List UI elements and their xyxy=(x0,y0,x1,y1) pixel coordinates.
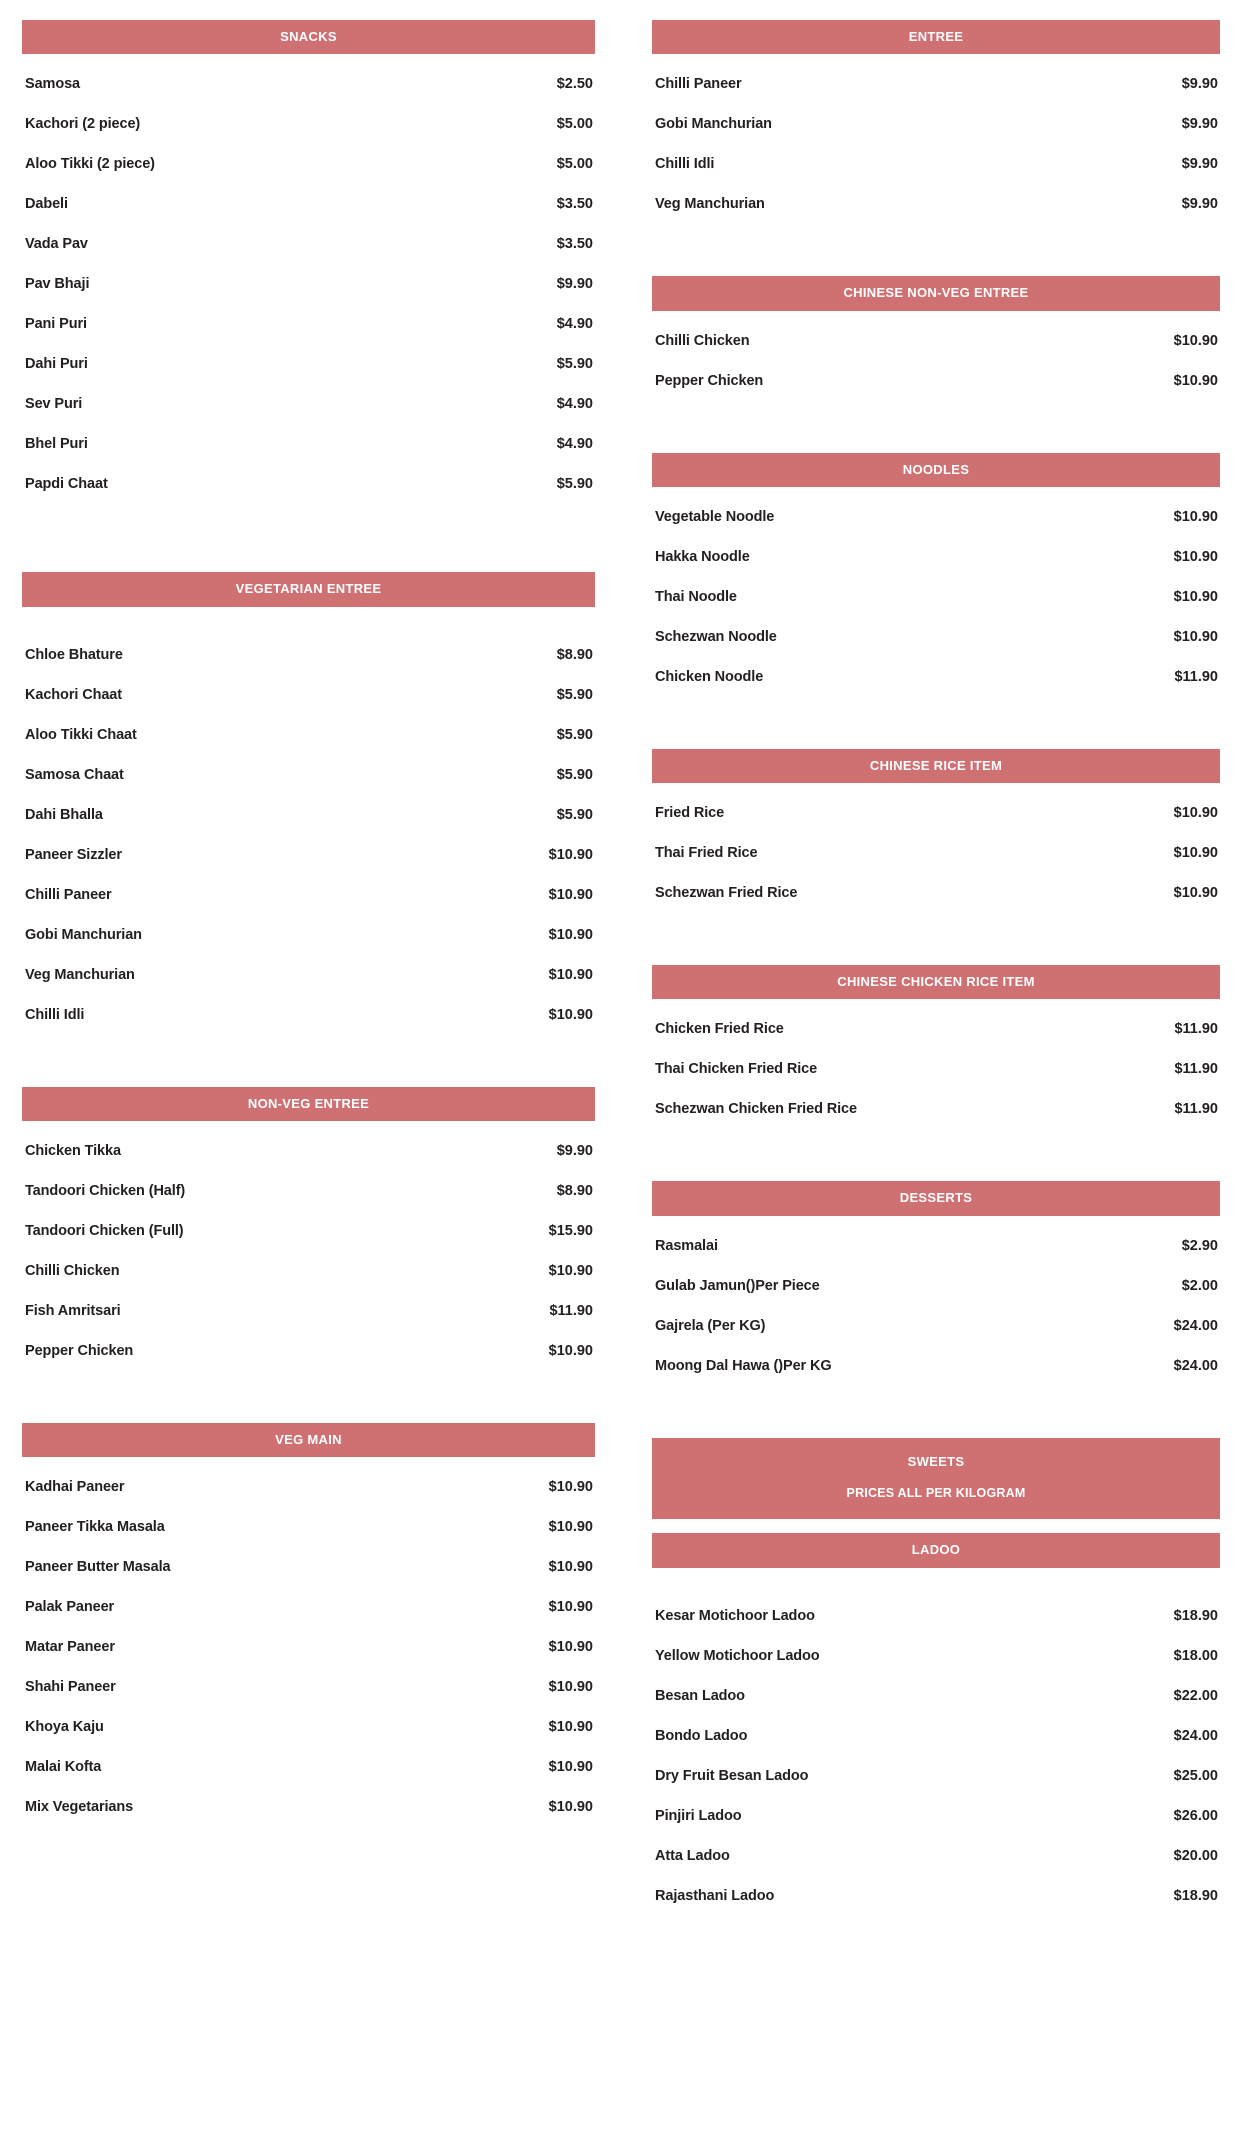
menu-section-snacks xyxy=(22,20,595,522)
menu-section-chinese-rice-item xyxy=(652,749,1220,931)
item-list-snacks xyxy=(22,54,595,522)
menu-item-row xyxy=(22,1143,595,1159)
menu-item-name: Fish Amritsari xyxy=(25,1302,121,1319)
section-header-veg-main xyxy=(22,1423,595,1457)
item-list-noodles xyxy=(652,487,1220,715)
menu-item-name: Samosa xyxy=(25,76,81,93)
menu-item-name: Schezwan Noodle xyxy=(655,628,777,645)
menu-item-row xyxy=(22,1183,595,1199)
menu-item-name: Mix Vegetarians xyxy=(25,1799,134,1815)
menu-item-name: Thai Noodle xyxy=(655,588,737,605)
menu-item-price: $9.90 xyxy=(1181,76,1218,93)
menu-item-name: Rajasthani Ladoo xyxy=(655,1887,775,1904)
section-header-desserts xyxy=(652,1181,1220,1215)
menu-column-left xyxy=(0,20,625,1845)
menu-item-price: $10.90 xyxy=(548,1639,593,1655)
section-header-non-veg-entree xyxy=(22,1087,595,1121)
section-spacer xyxy=(652,931,1220,965)
menu-item-row xyxy=(652,1768,1220,1784)
section-title: DESSERTS xyxy=(899,1190,973,1206)
section-spacer xyxy=(22,1389,595,1423)
menu-item-row xyxy=(22,1679,595,1695)
menu-item-name: Bondo Ladoo xyxy=(655,1727,748,1744)
menu-item-price: $9.90 xyxy=(1181,116,1218,133)
menu-item-row xyxy=(22,1007,595,1023)
menu-item-row xyxy=(22,1799,595,1815)
menu-item-price: $10.90 xyxy=(1173,845,1218,861)
menu-item-price: $10.90 xyxy=(548,846,593,863)
menu-item-name: Kachori Chaat xyxy=(25,686,122,703)
item-list-non-veg-entree xyxy=(22,1121,595,1389)
menu-item-name: Kachori (2 piece) xyxy=(25,116,141,133)
menu-item-name: Sev Puri xyxy=(25,396,83,413)
menu-item-name: Fried Rice xyxy=(655,805,725,821)
menu-item-row xyxy=(652,1728,1220,1744)
menu-item-row xyxy=(652,885,1220,901)
menu-item-row xyxy=(22,316,595,332)
menu-item-price: $11.90 xyxy=(1174,668,1218,685)
menu-item-price: $11.90 xyxy=(1174,1021,1218,1038)
menu-item-row xyxy=(22,1559,595,1575)
menu-item-name: Dabeli xyxy=(25,196,68,213)
menu-item-price: $5.90 xyxy=(556,476,593,493)
menu-item-name: Chilli Idli xyxy=(655,156,715,173)
menu-item-row xyxy=(652,1688,1220,1704)
menu-item-row xyxy=(22,156,595,172)
menu-item-name: Pinjiri Ladoo xyxy=(655,1807,742,1824)
menu-item-price: $18.90 xyxy=(1173,1887,1218,1904)
menu-item-name: Hakka Noodle xyxy=(655,548,750,565)
menu-item-price: $5.90 xyxy=(556,726,593,743)
menu-item-name: Kesar Motichoor Ladoo xyxy=(655,1607,815,1624)
menu-item-row xyxy=(652,669,1220,685)
menu-section-sweets xyxy=(652,1438,1220,1520)
menu-item-name: Gobi Manchurian xyxy=(25,926,142,943)
menu-section-vegetarian-entree xyxy=(22,572,595,1052)
menu-item-row xyxy=(22,476,595,492)
menu-item-row xyxy=(22,967,595,983)
menu-item-row xyxy=(652,1808,1220,1824)
menu-item-price: $4.90 xyxy=(556,436,593,453)
menu-item-price: $8.90 xyxy=(556,1182,593,1199)
menu-section-noodles xyxy=(652,453,1220,715)
menu-item-name: Dahi Bhalla xyxy=(25,806,103,823)
menu-item-row xyxy=(652,1101,1220,1117)
section-spacer xyxy=(652,419,1220,453)
menu-item-name: Yellow Motichoor Ladoo xyxy=(655,1647,820,1664)
section-header-chinese-chicken-rice-item xyxy=(652,965,1220,999)
section-title: LADOO xyxy=(911,1542,961,1558)
menu-item-price: $24.00 xyxy=(1173,1727,1218,1744)
menu-section-ladoo xyxy=(652,1533,1220,1933)
menu-item-price: $3.50 xyxy=(556,196,593,213)
menu-item-price: $2.00 xyxy=(1181,1277,1218,1294)
menu-section-entree xyxy=(652,20,1220,242)
menu-item-name: Chicken Fried Rice xyxy=(655,1021,784,1038)
menu-item-name: Tandoori Chicken (Full) xyxy=(25,1222,184,1239)
menu-item-row xyxy=(652,1278,1220,1294)
menu-item-row xyxy=(652,1888,1220,1904)
menu-item-name: Aloo Tikki (2 piece) xyxy=(25,156,155,173)
menu-item-price: $10.90 xyxy=(548,926,593,943)
menu-item-row xyxy=(652,116,1220,132)
menu-item-price: $10.90 xyxy=(1173,548,1218,565)
menu-item-row xyxy=(22,236,595,252)
menu-item-row xyxy=(22,1719,595,1735)
menu-item-row xyxy=(652,1318,1220,1334)
item-list-chinese-chicken-rice-item xyxy=(652,999,1220,1147)
menu-item-name: Chilli Chicken xyxy=(25,1262,120,1279)
section-spacer xyxy=(652,1519,1220,1533)
item-list-veg-main xyxy=(22,1457,595,1845)
menu-item-name: Gobi Manchurian xyxy=(655,116,772,133)
section-spacer xyxy=(652,1404,1220,1438)
menu-item-price: $10.90 xyxy=(548,1719,593,1735)
menu-item-name: Chicken Tikka xyxy=(25,1142,121,1159)
menu-section-non-veg-entree xyxy=(22,1087,595,1389)
menu-item-row xyxy=(652,629,1220,645)
menu-item-price: $10.90 xyxy=(1173,885,1218,901)
menu-item-row xyxy=(22,1599,595,1615)
menu-item-name: Malai Kofta xyxy=(25,1759,102,1775)
menu-item-price: $24.00 xyxy=(1173,1357,1218,1374)
section-title: CHINESE CHICKEN RICE ITEM xyxy=(837,974,1035,989)
menu-item-name: Besan Ladoo xyxy=(655,1687,745,1704)
menu-item-price: $24.00 xyxy=(1173,1317,1218,1334)
menu-item-row xyxy=(652,1848,1220,1864)
menu-item-price: $2.90 xyxy=(1181,1237,1218,1254)
menu-item-price: $8.90 xyxy=(556,646,593,663)
menu-item-name: Schezwan Chicken Fried Rice xyxy=(655,1101,857,1118)
menu-item-row xyxy=(652,1608,1220,1624)
menu-item-price: $10.90 xyxy=(548,1262,593,1279)
menu-item-price: $10.90 xyxy=(548,1599,593,1615)
menu-item-price: $10.90 xyxy=(1173,508,1218,525)
section-header-chinese-non-veg-entree xyxy=(652,276,1220,310)
menu-item-name: Schezwan Fried Rice xyxy=(655,885,798,901)
item-list-chinese-non-veg-entree xyxy=(652,311,1220,419)
menu-item-price: $26.00 xyxy=(1173,1807,1218,1824)
menu-item-name: Pepper Chicken xyxy=(25,1342,134,1359)
menu-item-row xyxy=(652,509,1220,525)
menu-item-row xyxy=(22,1759,595,1775)
menu-item-row xyxy=(652,845,1220,861)
menu-item-name: Bhel Puri xyxy=(25,436,88,453)
menu-item-row xyxy=(652,1648,1220,1664)
menu-item-row xyxy=(652,1358,1220,1374)
menu-item-name: Tandoori Chicken (Half) xyxy=(25,1182,186,1199)
menu-item-price: $10.90 xyxy=(548,1479,593,1495)
menu-item-name: Chloe Bhature xyxy=(25,646,123,663)
menu-item-name: Veg Manchurian xyxy=(655,196,765,213)
menu-item-row xyxy=(22,276,595,292)
menu-item-row xyxy=(22,1479,595,1495)
menu-item-price: $10.90 xyxy=(548,1559,593,1575)
section-header-ladoo xyxy=(652,1533,1220,1567)
section-header-vegetarian-entree xyxy=(22,572,595,606)
menu-item-price: $10.90 xyxy=(548,966,593,983)
menu-item-price: $11.90 xyxy=(1174,1061,1218,1078)
section-header-noodles xyxy=(652,453,1220,487)
menu-item-price: $5.00 xyxy=(556,156,593,173)
menu-item-name: Chilli Paneer xyxy=(25,886,112,903)
section-spacer xyxy=(652,1147,1220,1181)
menu-item-name: Vegetable Noodle xyxy=(655,508,775,525)
section-title: SWEETS xyxy=(907,1453,965,1469)
menu-item-price: $10.90 xyxy=(548,886,593,903)
menu-item-price: $9.90 xyxy=(556,276,593,293)
menu-item-name: Dry Fruit Besan Ladoo xyxy=(655,1767,809,1784)
menu-item-row xyxy=(22,356,595,372)
section-header-entree xyxy=(652,20,1220,54)
menu-item-price: $5.00 xyxy=(556,116,593,133)
menu-item-row xyxy=(652,589,1220,605)
menu-item-row xyxy=(22,436,595,452)
menu-item-price: $25.00 xyxy=(1173,1767,1218,1784)
menu-item-price: $9.90 xyxy=(1181,196,1218,213)
menu-column-right xyxy=(625,20,1250,1934)
menu-item-row xyxy=(652,333,1220,349)
menu-item-price: $5.90 xyxy=(556,766,593,783)
menu-item-name: Paneer Butter Masala xyxy=(25,1559,171,1575)
section-header-snacks xyxy=(22,20,595,54)
menu-item-row xyxy=(22,1639,595,1655)
section-title: ENTREE xyxy=(908,29,964,44)
menu-item-row xyxy=(22,1519,595,1535)
menu-item-row xyxy=(22,1343,595,1359)
menu-item-name: Moong Dal Hawa ()Per KG xyxy=(655,1357,832,1374)
menu-item-name: Gajrela (Per KG) xyxy=(655,1317,766,1334)
menu-item-name: Vada Pav xyxy=(25,236,88,253)
section-title: CHINESE NON-VEG ENTREE xyxy=(843,285,1029,301)
menu-item-row xyxy=(22,1223,595,1239)
menu-item-price: $10.90 xyxy=(1173,372,1218,389)
menu-item-row xyxy=(22,647,595,663)
menu-item-price: $10.90 xyxy=(1173,805,1218,821)
menu-item-price: $10.90 xyxy=(548,1799,593,1815)
item-list-vegetarian-entree xyxy=(22,607,595,1053)
menu-item-price: $22.00 xyxy=(1173,1687,1218,1704)
menu-item-price: $9.90 xyxy=(556,1142,593,1159)
menu-item-row xyxy=(652,156,1220,172)
menu-item-name: Chilli Idli xyxy=(25,1006,85,1023)
menu-item-row xyxy=(652,1238,1220,1254)
item-list-entree xyxy=(652,54,1220,242)
menu-item-price: $10.90 xyxy=(548,1759,593,1775)
menu-item-name: Papdi Chaat xyxy=(25,476,108,493)
item-list-desserts xyxy=(652,1216,1220,1404)
menu-item-price: $4.90 xyxy=(556,316,593,333)
menu-item-name: Palak Paneer xyxy=(25,1599,115,1615)
menu-item-price: $2.50 xyxy=(556,76,593,93)
menu-item-price: $10.90 xyxy=(1173,332,1218,349)
section-title: NON-VEG ENTREE xyxy=(247,1095,370,1111)
menu-item-name: Pani Puri xyxy=(25,316,87,333)
menu-item-name: Thai Fried Rice xyxy=(655,845,758,861)
menu-item-price: $18.90 xyxy=(1173,1607,1218,1624)
menu-section-chinese-chicken-rice-item xyxy=(652,965,1220,1147)
menu-item-name: Paneer Sizzler xyxy=(25,846,122,863)
menu-item-row xyxy=(652,373,1220,389)
menu-item-name: Chilli Chicken xyxy=(655,332,750,349)
section-title: SNACKS xyxy=(280,29,337,44)
menu-item-row xyxy=(22,1303,595,1319)
menu-item-name: Shahi Paneer xyxy=(25,1679,116,1695)
menu-item-row xyxy=(22,887,595,903)
section-title: NOODLES xyxy=(902,461,970,477)
menu-item-row xyxy=(22,847,595,863)
menu-item-row xyxy=(652,76,1220,92)
menu-item-row xyxy=(22,116,595,132)
menu-item-row xyxy=(22,1263,595,1279)
menu-item-price: $4.90 xyxy=(556,396,593,413)
menu-item-row xyxy=(652,1021,1220,1037)
section-title: CHINESE RICE ITEM xyxy=(869,757,1003,773)
menu-item-price: $10.90 xyxy=(548,1342,593,1359)
menu-item-price: $9.90 xyxy=(1181,156,1218,173)
menu-item-price: $11.90 xyxy=(1174,1101,1218,1118)
menu-item-name: Chilli Paneer xyxy=(655,76,742,93)
menu-item-row xyxy=(22,927,595,943)
menu-item-price: $10.90 xyxy=(1173,628,1218,645)
item-list-ladoo xyxy=(652,1568,1220,1934)
menu-item-row xyxy=(22,807,595,823)
menu-item-row xyxy=(22,396,595,412)
menu-section-veg-main xyxy=(22,1423,595,1845)
section-subtitle: PRICES ALL PER KILOGRAM xyxy=(846,1485,1026,1500)
section-header-sweets xyxy=(652,1438,1220,1520)
menu-item-price: $15.90 xyxy=(548,1222,593,1239)
section-spacer xyxy=(652,715,1220,749)
section-header-chinese-rice-item xyxy=(652,749,1220,783)
menu-item-price: $20.00 xyxy=(1173,1847,1218,1864)
menu-item-name: Matar Paneer xyxy=(25,1639,115,1655)
menu-item-row xyxy=(22,727,595,743)
menu-item-price: $5.90 xyxy=(556,686,593,703)
menu-item-name: Khoya Kaju xyxy=(25,1719,104,1735)
menu-item-name: Kadhai Paneer xyxy=(25,1479,125,1495)
section-spacer xyxy=(652,242,1220,276)
menu-item-name: Gulab Jamun()Per Piece xyxy=(655,1277,820,1294)
menu-item-name: Chicken Noodle xyxy=(655,668,764,685)
menu-item-name: Thai Chicken Fried Rice xyxy=(655,1061,818,1078)
menu-item-name: Paneer Tikka Masala xyxy=(25,1519,165,1535)
menu-item-price: $5.90 xyxy=(556,356,593,373)
menu-item-name: Veg Manchurian xyxy=(25,966,135,983)
menu-item-name: Dahi Puri xyxy=(25,356,88,373)
menu-section-desserts xyxy=(652,1181,1220,1403)
menu-item-row xyxy=(652,549,1220,565)
menu-item-row xyxy=(652,805,1220,821)
menu-section-chinese-non-veg-entree xyxy=(652,276,1220,418)
menu-item-name: Samosa Chaat xyxy=(25,766,124,783)
menu-item-price: $3.50 xyxy=(556,236,593,253)
menu-item-row xyxy=(652,196,1220,212)
menu-item-price: $11.90 xyxy=(549,1302,593,1319)
menu-item-row xyxy=(22,767,595,783)
menu-item-name: Pav Bhaji xyxy=(25,276,90,293)
menu-item-price: $18.00 xyxy=(1173,1647,1218,1664)
menu-item-row xyxy=(22,196,595,212)
section-spacer xyxy=(22,1053,595,1087)
section-spacer xyxy=(22,522,595,572)
menu-item-price: $10.90 xyxy=(548,1679,593,1695)
section-title: VEGETARIAN ENTREE xyxy=(235,581,382,597)
menu-item-name: Aloo Tikki Chaat xyxy=(25,726,137,743)
menu-item-price: $10.90 xyxy=(548,1006,593,1023)
menu-item-name: Rasmalai xyxy=(655,1237,718,1254)
menu-item-price: $10.90 xyxy=(548,1519,593,1535)
item-list-chinese-rice-item xyxy=(652,783,1220,931)
menu-item-price: $10.90 xyxy=(1173,588,1218,605)
menu-item-row xyxy=(22,687,595,703)
menu-item-name: Pepper Chicken xyxy=(655,372,764,389)
section-title: VEG MAIN xyxy=(275,1431,342,1447)
menu-item-price: $5.90 xyxy=(556,806,593,823)
menu-item-name: Atta Ladoo xyxy=(655,1847,730,1864)
menu-item-row xyxy=(22,76,595,92)
menu-item-row xyxy=(652,1061,1220,1077)
